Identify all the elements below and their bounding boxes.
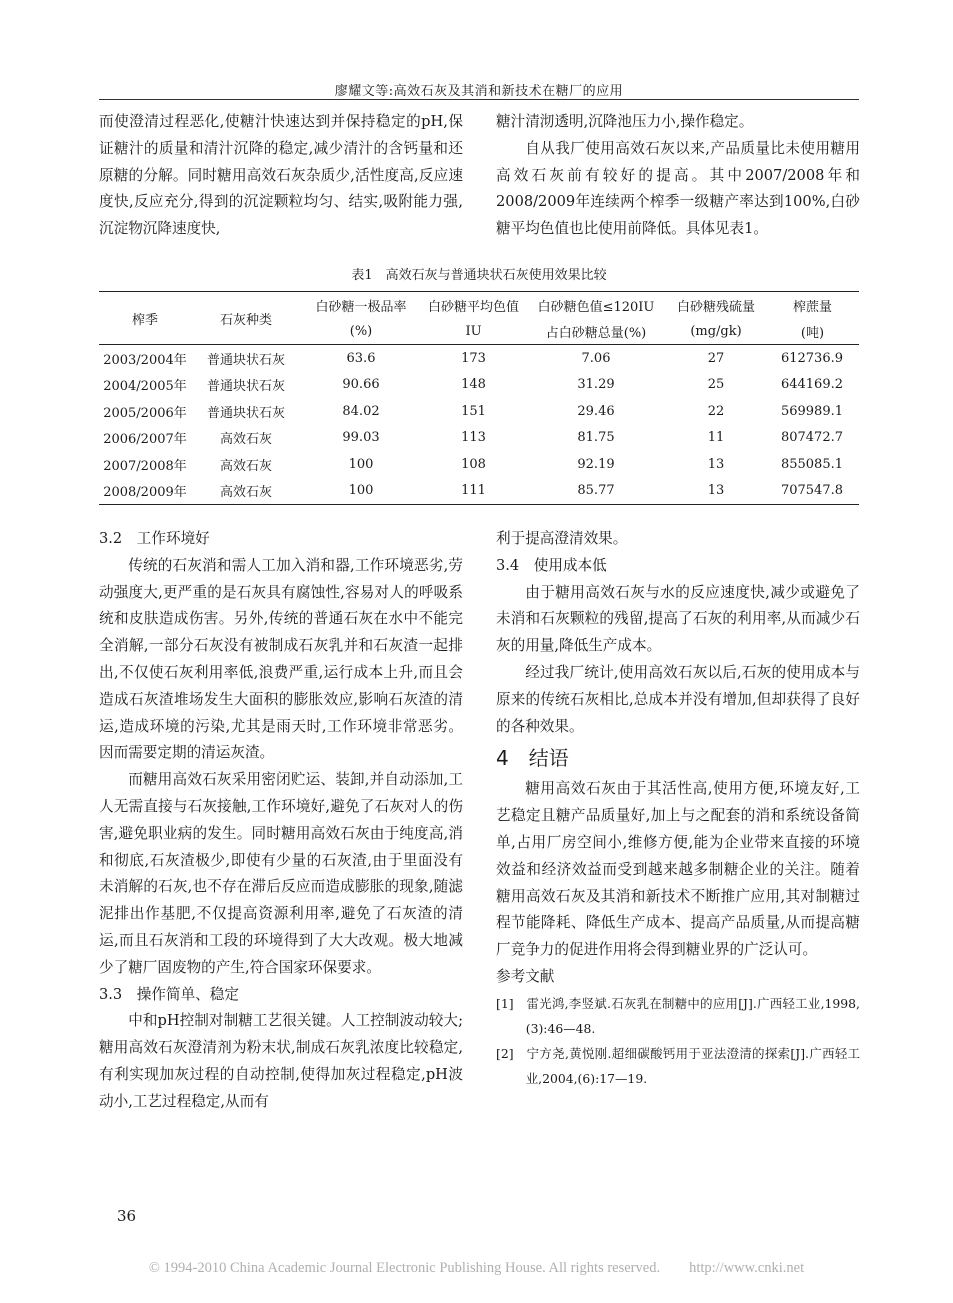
running-header: 廖耀文等:高效石灰及其消和新技术在糖厂的应用 — [334, 84, 624, 99]
paragraph: 糖汁清沏透明,沉降池压力小,操作稳定。 — [496, 113, 754, 130]
table-cell: 2003/2004年 — [103, 352, 187, 368]
left-column-top — [99, 109, 463, 243]
table-cell: 63.6 — [346, 350, 376, 366]
table-cell: 2007/2008年 — [103, 458, 187, 474]
table-header-cell: 白砂糖平均色值 — [421, 292, 526, 319]
table-cell: 100 — [301, 478, 421, 505]
table-cell: 92.19 — [577, 456, 615, 472]
table-header-unit: (%) — [301, 318, 421, 345]
table-caption: 表1 高效石灰与普通块状石灰使用效果比较 — [351, 268, 607, 283]
table-row — [99, 345, 859, 372]
table-cell: 13 — [666, 478, 766, 505]
references-heading: 参考文献 — [496, 967, 555, 985]
header-rule — [99, 99, 859, 100]
paragraph: 而使澄清过程恶化,使糖汁快速达到并保持稳定的pH,保证糖汁的质量和清汁沉降的稳定,减少清汁的含钙量和还原糖的分解。同时糖用高效石灰杂质少,活性度高,反应速度快,反应充分,得到的沉淀颗粒均匀、结实,吸附能力强,沉淀物沉降速度快, — [99, 113, 463, 238]
table-cell: 807472.7 — [780, 430, 843, 446]
table-cell: 7.06 — [581, 350, 611, 366]
section-heading-3-4: 3.4 使用成本低 — [496, 556, 607, 574]
table-header-unit: IU — [421, 318, 526, 345]
table-cell: 22 — [707, 403, 725, 419]
right-column-top — [496, 109, 860, 243]
paragraph: 经过我厂统计,使用高效石灰以后,石灰的使用成本与原来的传统石灰相比,总成本并没有增加,但却获得了良好的各种效果。 — [496, 663, 860, 735]
right-column-bottom — [496, 526, 860, 1091]
table-cell: 高效石灰 — [219, 432, 272, 448]
table-cell: 2005/2006年 — [103, 405, 187, 421]
table-header-cell: 榨季 — [99, 292, 191, 345]
paragraph: 糖用高效石灰由于其活性高,使用方便,环境友好,工艺稳定且糖产品质量好,加上与之配套的消和系统设备简单,占用厂房空间小,维修方便,能为企业带来直接的环境效益和经济效益而受到越来越多制糖企业的关注。随着糖用高效石灰及其消和新技术不断推广应用,其对制糖过程节能降耗、降低生产成本、提高产品质量,从而提高糖厂竞争力的促进作用将会得到糖业界的广泛认可。 — [496, 780, 860, 959]
table-cell: 99.03 — [342, 430, 380, 446]
reference-item: [2] 宁方尧,黄悦刚.超细碳酸钙用于亚法澄清的探索[J].广西轻工业,2004,(6):17—19. — [496, 1045, 860, 1086]
table-cell: 普通块状石灰 — [206, 352, 285, 368]
table-row — [99, 425, 859, 452]
table-cell: 707547.8 — [766, 478, 859, 505]
table-cell: 25 — [707, 377, 725, 393]
section-heading-4: 4 结语 — [496, 746, 569, 771]
table-cell: 11 — [707, 430, 725, 446]
left-column-bottom — [99, 526, 463, 1116]
table-cell: 84.02 — [342, 403, 380, 419]
paragraph: 自从我厂使用高效石灰以来,产品质量比未使用糖用高效石灰前有较好的提高。其中2007/2008年和2008/2009年连续两个榨季一级糖产率达到100%,白砂糖平均色值也比使用前降低。具体见表1。 — [496, 139, 860, 238]
table-row — [99, 372, 859, 399]
table-header-unit: 占白砂糖总量(%) — [526, 318, 666, 345]
table-cell: 855085.1 — [780, 456, 843, 472]
table-cell: 27 — [707, 350, 725, 366]
table-cell: 644169.2 — [780, 377, 843, 393]
paragraph: 由于糖用高效石灰与水的反应速度快,减少或避免了未消和石灰颗粒的残留,提高了石灰的利用率,从而减少石灰的用量,降低生产成本。 — [496, 583, 860, 655]
table-cell: 111 — [421, 478, 526, 505]
table-cell: 148 — [461, 377, 486, 393]
section-heading-3-3: 3.3 操作简单、稳定 — [99, 985, 239, 1003]
table-cell: 612736.9 — [780, 350, 843, 366]
table-cell: 31.29 — [577, 377, 615, 393]
table-header-cell: 白砂糖色值≤120IU — [526, 292, 666, 319]
table-header-cell: 白砂糖一极品率 — [301, 292, 421, 319]
table-cell: 173 — [461, 350, 486, 366]
table-header-cell: 白砂糖残硫量 — [666, 292, 766, 319]
table-cell: 108 — [461, 456, 486, 472]
table-header-cell: 石灰种类 — [191, 292, 301, 345]
table-row — [99, 451, 859, 478]
table-cell: 113 — [461, 430, 486, 446]
table-cell: 高效石灰 — [219, 458, 272, 474]
table-cell: 2006/2007年 — [103, 432, 187, 448]
page-number: 36 — [117, 1207, 137, 1225]
table-cell: 151 — [461, 403, 486, 419]
table-cell: 29.46 — [577, 403, 615, 419]
table-cell: 13 — [707, 456, 725, 472]
table-cell: 85.77 — [526, 478, 666, 505]
table-cell: 100 — [348, 456, 374, 472]
table-cell: 90.66 — [342, 377, 380, 393]
paragraph: 传统的石灰消和需人工加入消和器,工作环境恶劣,劳动强度大,更严重的是石灰具有腐蚀性,容易对人的呼吸系统和皮肤造成伤害。另外,传统的普通石灰在水中不能完全消解,一部分石灰没有被制成石灰乳并和石灰渣一起排出,不仅使石灰利用率低,浪费严重,运行成本上升,而且会造成石灰渣堆场发生大面积的膨胀效应,影响石灰渣的清运,造成环境的污染,尤其是雨天时,工作环境非常恶劣。因而需要定期的清运灰渣。 — [99, 556, 463, 762]
reference-item: [1] 雷光鸿,李竖斌.石灰乳在制糖中的应用[J].广西轻工业,1998,(3):46—48. — [496, 995, 860, 1036]
results-table — [99, 291, 859, 505]
copyright-footer: © 1994-2010 China Academic Journal Electronic Publishing House. All rights reserved. http://www.cnki.net — [148, 1260, 805, 1276]
table-cell: 2004/2005年 — [103, 379, 187, 395]
table-cell: 569989.1 — [780, 403, 843, 419]
table-cell: 普通块状石灰 — [206, 405, 285, 421]
paragraph: 中和pH控制对制糖工艺很关键。人工控制波动较大;糖用高效石灰澄清剂为粉末状,制成石灰乳浓度比较稳定,有利实现加灰过程的自动控制,使得加灰过程稳定,pH波动小,工艺过程稳定,从而有 — [99, 1012, 463, 1110]
table-header-cell: 榨蔗量 — [766, 292, 859, 319]
table-cell: 高效石灰 — [191, 478, 301, 505]
section-heading-3-2: 3.2 工作环境好 — [99, 530, 210, 547]
table-cell: 81.75 — [577, 430, 615, 446]
table-cell: 普通块状石灰 — [206, 379, 285, 395]
table-cell: 2008/2009年 — [99, 478, 191, 505]
table-row — [99, 398, 859, 425]
table-header-unit: (mg/gk) — [666, 318, 766, 345]
paragraph: 利于提高澄清效果。 — [496, 530, 628, 547]
table-header-unit: (吨) — [766, 318, 859, 345]
table-row — [99, 478, 859, 505]
paragraph: 而糖用高效石灰采用密闭贮运、装卸,并自动添加,工人无需直接与石灰接触,工作环境好,避免了石灰对人的伤害,避免职业病的发生。同时糖用高效石灰由于纯度高,消和彻底,石灰渣极少,即使有少量的石灰渣,由于里面没有未消解的石灰,也不存在滞后反应而造成膨胀的现象,随滤泥排出作基肥,不仅提高资源利用率,避免了石灰渣的清运,而且石灰消和工段的环境得到了大大改观。极大地减少了糖厂固废物的产生,符合国家环保要求。 — [99, 771, 463, 976]
